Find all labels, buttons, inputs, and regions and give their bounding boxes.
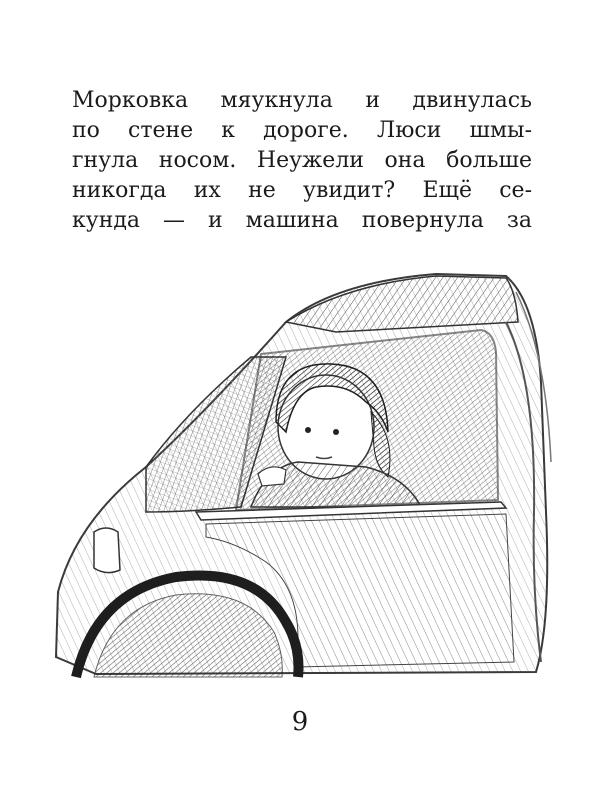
text-line-5: кунда — и машина повернула за [72, 208, 532, 233]
car-window-illustration [36, 262, 556, 692]
text-line-1: Морковка мяукнула и двинулась [72, 88, 532, 113]
text-line-3: гнула носом. Неужели она больше [72, 148, 532, 173]
headlight [94, 528, 120, 573]
page-number: 9 [291, 707, 309, 737]
text-line-4: никогда их не увидит? Ещё се- [72, 178, 532, 203]
car-roof [286, 276, 518, 332]
body-text [72, 86, 532, 236]
text-line-2: по стене к дороге. Люси шмы- [72, 118, 532, 143]
